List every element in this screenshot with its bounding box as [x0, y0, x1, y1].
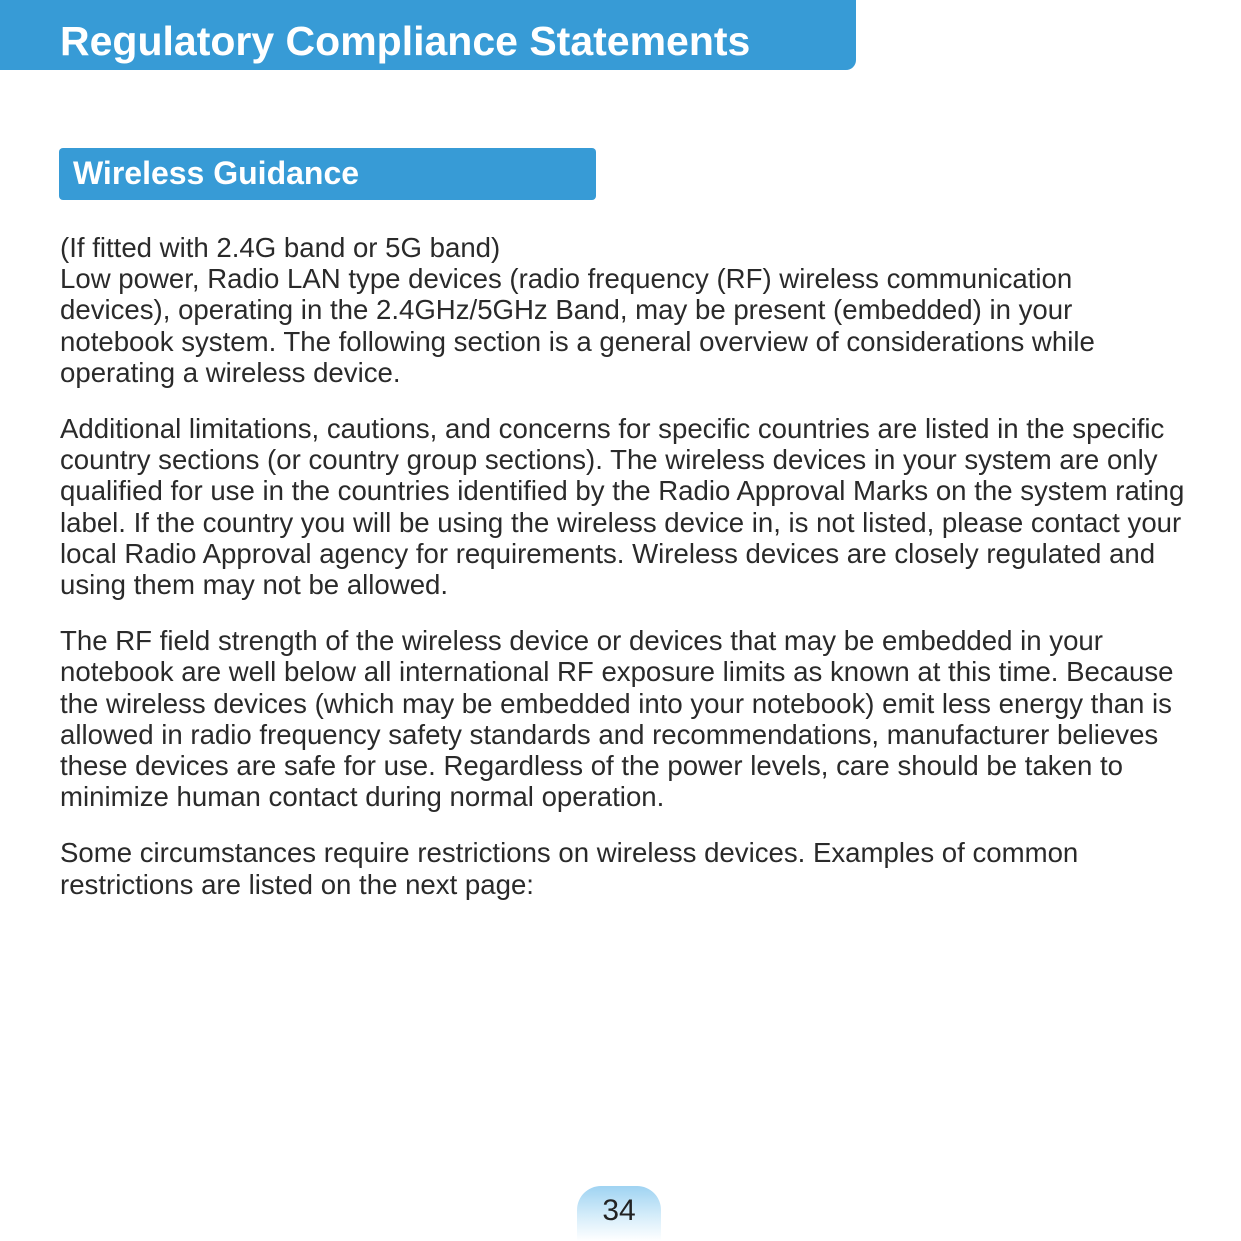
- section-title: Wireless Guidance: [73, 155, 360, 191]
- paragraph-overview: Low power, Radio LAN type devices (radio frequency (RF) wireless communication devices), operating in the 2.4GHz/5GHz Band, may be present (embedded) in your notebook system. The following section is a general overview of considerations while operating a wireless device.: [60, 263, 1095, 388]
- band-condition-note: (If fitted with 2.4G band or 5G band): [60, 232, 501, 263]
- paragraph-limitations: Additional limitations, cautions, and concerns for specific countries are listed in the specific country sections (or country group sections). The wireless devices in your system are only qualified for use in the countries identified by the Radio Approval Marks on the system rating label. If the country you will be using the wireless device in, is not listed, please contact your local Radio Approval agency for requirements. Wireless devices are closely regulated and using them may not be allowed.: [60, 413, 1185, 601]
- paragraph-restrictions: Some circumstances require restrictions on wireless devices. Examples of common restrictions are listed on the next page:: [60, 837, 1079, 900]
- page-title: Regulatory Compliance Statements: [60, 18, 751, 64]
- body-content: [60, 232, 1185, 900]
- paragraph-rf-exposure: The RF field strength of the wireless device or devices that may be embedded in your notebook are well below all international RF exposure limits as known at this time. Because the wireless devices (which may be embedded into your notebook) emit less energy than is allowed in radio frequency safety standards and recommendations, manufacturer believes these devices are safe for use. Regardless of the power levels, care should be taken to minimize human contact during normal operation.: [60, 625, 1174, 813]
- page-number: 34: [602, 1194, 636, 1227]
- section-header: [59, 148, 596, 200]
- header-band: [0, 0, 856, 70]
- page-number-tab: [577, 1186, 661, 1241]
